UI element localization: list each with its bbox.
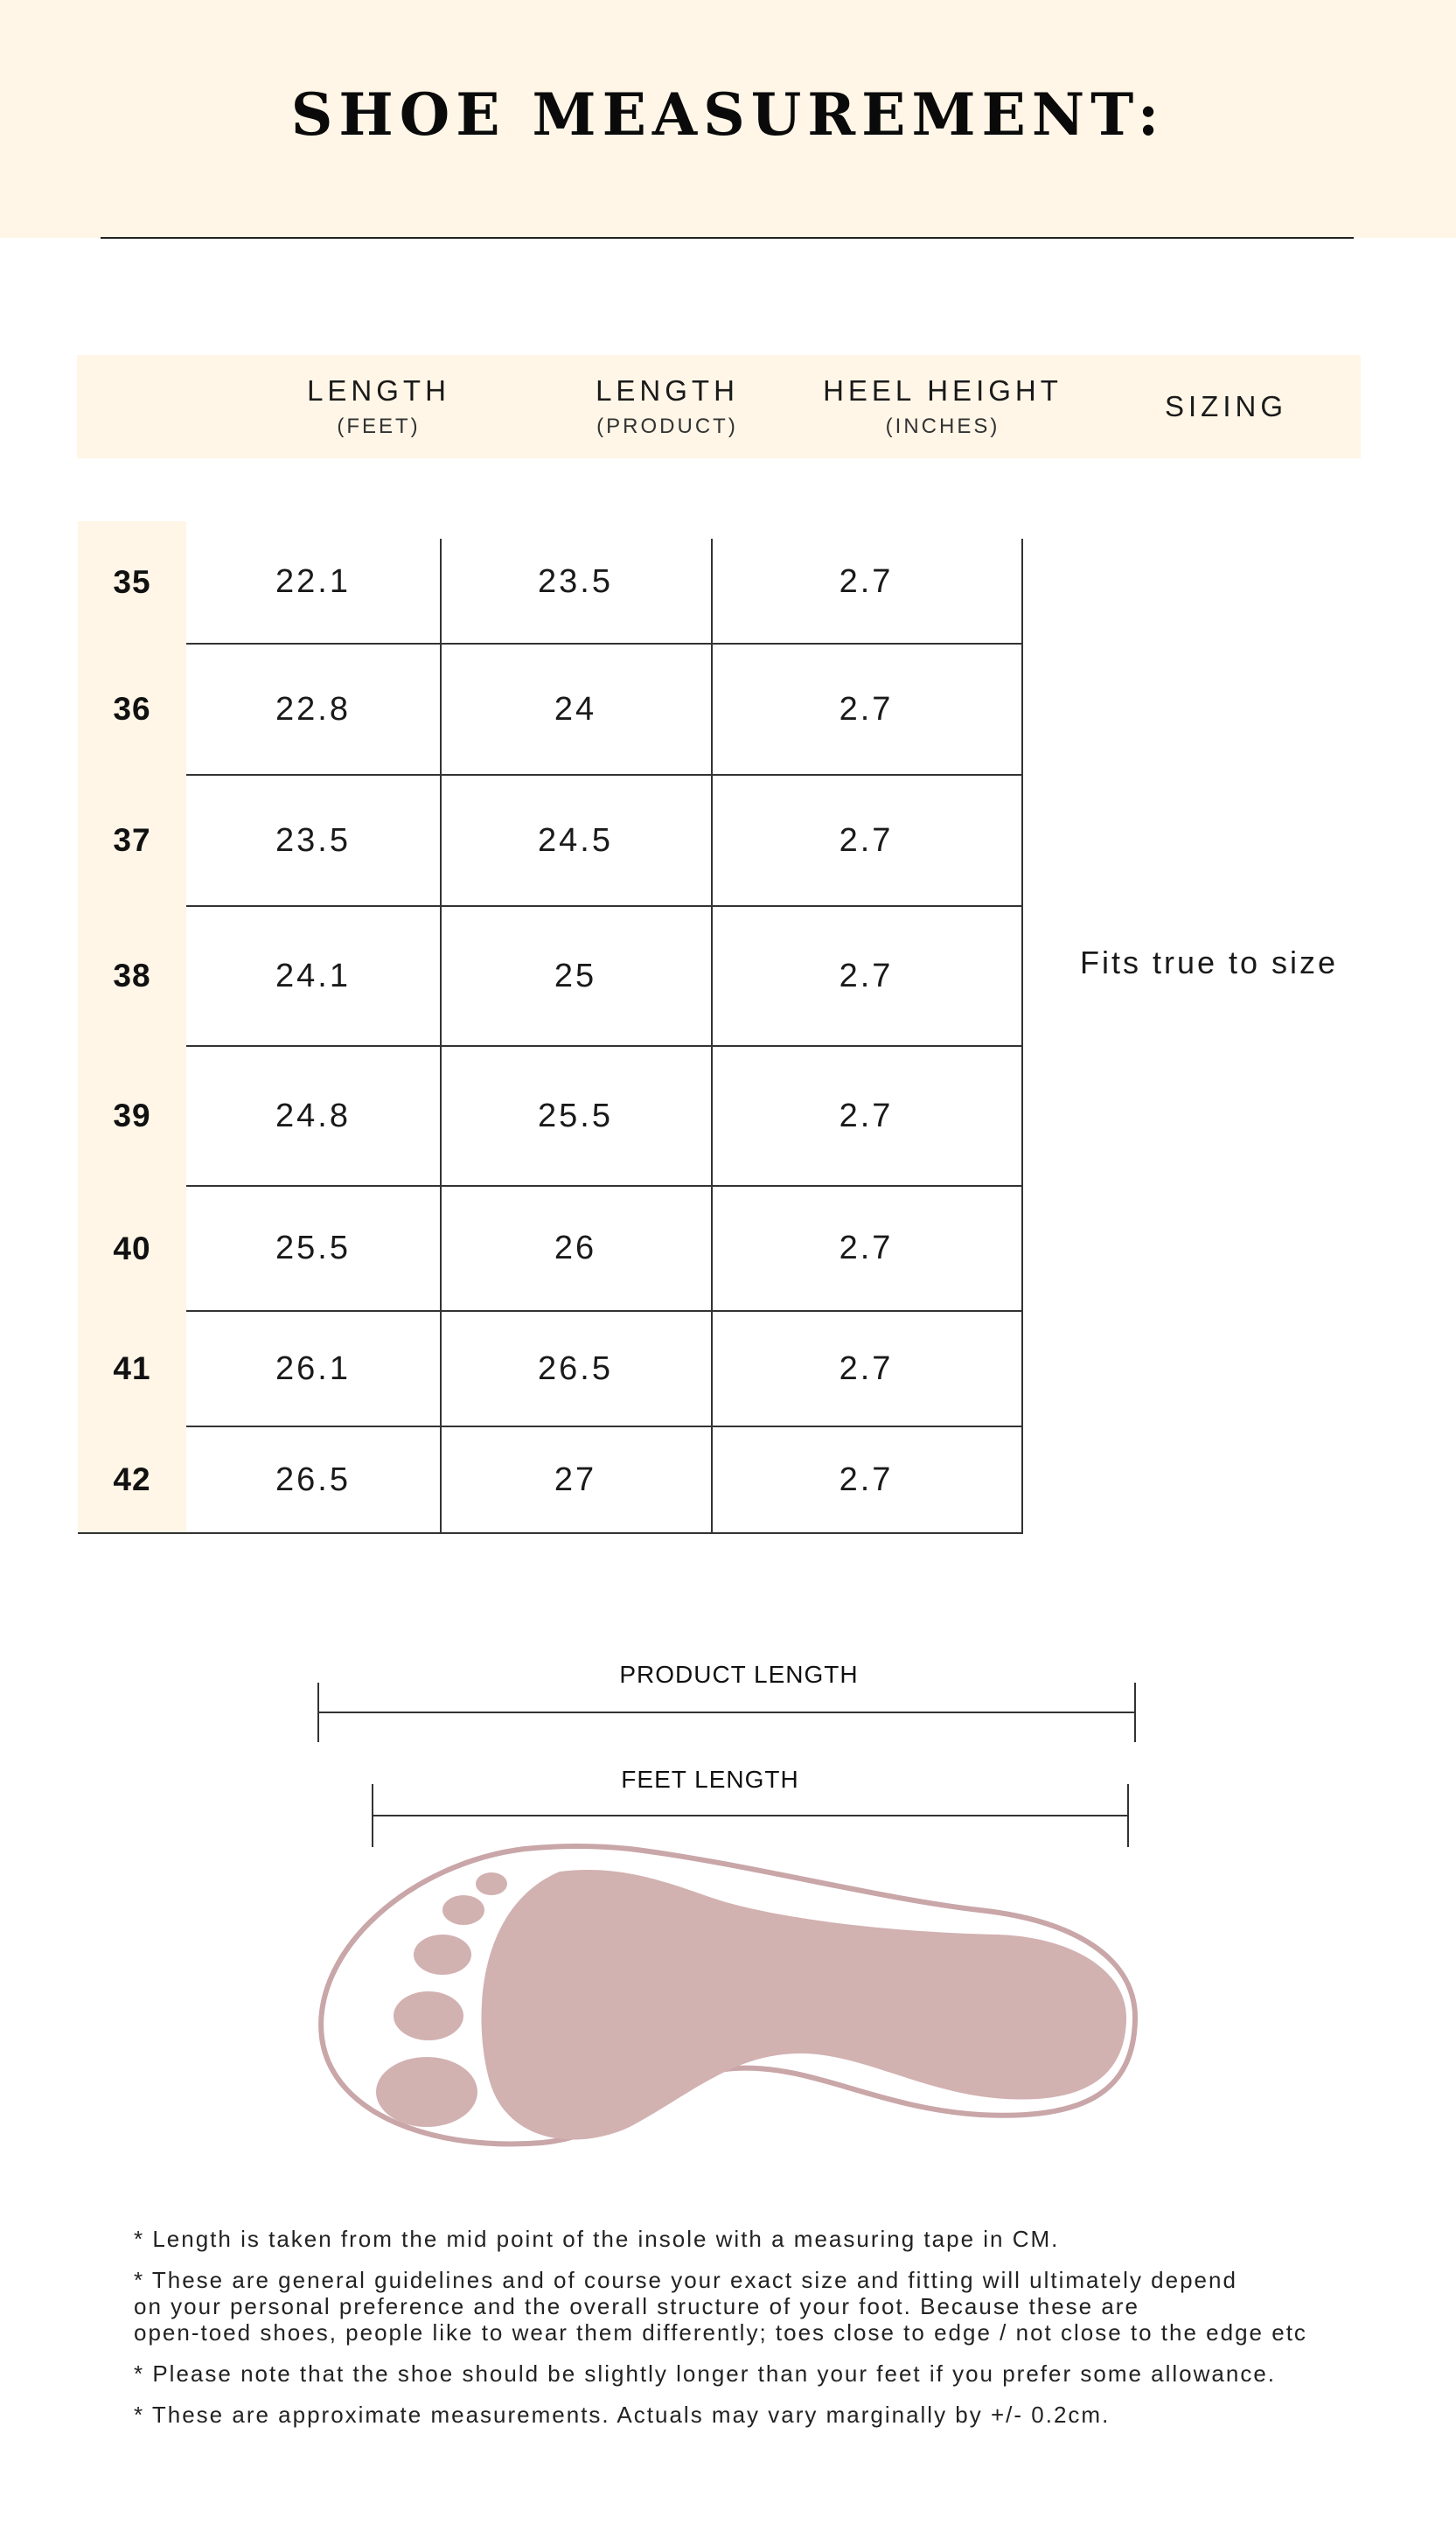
note-item: * These are general guidelines and of course your exact size and fitting will ultimately depend on your personal preference and the overall structure of your foot. Because these are open-toed shoes, people like to wear them differently; toes close to edge / not close to the edge etc (134, 2267, 1307, 2346)
table-row (78, 1187, 1022, 1310)
header-sizing (1091, 355, 1361, 458)
table-header (77, 355, 1361, 458)
header-length-product (523, 355, 812, 458)
header-heel-height (790, 355, 1096, 458)
size-cell: 35 (113, 563, 151, 600)
feet-length-cell: 23.5 (275, 821, 351, 859)
sizing-note: Fits true to size (1080, 945, 1339, 980)
fourth-toe-shape (442, 1895, 484, 1925)
feet-length-label: FEET LENGTH (621, 1766, 799, 1793)
feet-length-cell: 22.1 (275, 563, 351, 600)
product-length-cell: 26.5 (538, 1349, 613, 1387)
heel-height-cell: 2.7 (839, 821, 894, 859)
size-cell: 36 (113, 691, 151, 727)
measurement-notes (134, 2226, 1376, 2443)
size-cell: 42 (113, 1461, 151, 1497)
product-length-cell: 23.5 (538, 563, 613, 600)
header-sizing-label: SIZING (1164, 390, 1287, 422)
product-length-cell: 24.5 (538, 821, 613, 859)
header-length-feet-unit: (FEET) (337, 415, 421, 438)
heel-height-cell: 2.7 (839, 1349, 894, 1387)
note-item: * Please note that the shoe should be slightly longer than your feet if you prefer some allowance. (134, 2360, 1277, 2387)
product-length-cell: 26 (554, 1230, 597, 1266)
product-length-label: PRODUCT LENGTH (619, 1661, 859, 1688)
feet-length-cell: 25.5 (275, 1230, 351, 1266)
heel-height-cell: 2.7 (839, 690, 894, 728)
header-heel-height-label: HEEL HEIGHT (823, 374, 1062, 407)
table-row (78, 907, 1022, 1045)
heel-height-cell: 2.7 (839, 1230, 894, 1266)
feet-length-cell: 26.1 (275, 1349, 351, 1387)
feet-length-cell: 26.5 (275, 1461, 351, 1498)
size-cell: 37 (113, 822, 151, 858)
header-length-feet (234, 355, 523, 458)
big-toe-shape (376, 2057, 477, 2127)
header-length-feet-label: LENGTH (307, 374, 450, 407)
size-cell: 38 (113, 958, 151, 994)
table-row (78, 521, 1022, 643)
feet-length-cell: 24.8 (275, 1097, 351, 1134)
product-length-cell: 25.5 (538, 1097, 613, 1134)
product-length-cell: 27 (554, 1461, 597, 1498)
table-row (78, 645, 1022, 774)
heel-height-cell: 2.7 (839, 957, 894, 994)
foot-sole-shape (481, 1870, 1126, 2140)
heel-height-cell: 2.7 (839, 1461, 894, 1498)
heel-height-cell: 2.7 (839, 563, 894, 600)
table-row (78, 1047, 1022, 1185)
table-row (78, 776, 1022, 905)
little-toe-shape (476, 1872, 507, 1895)
table-row (78, 1312, 1022, 1426)
product-length-cell: 25 (554, 957, 597, 994)
grid-bottom-line (78, 1532, 1023, 1534)
product-length-cell: 24 (554, 690, 597, 728)
note-item: * Length is taken from the mid point of the insole with a measuring tape in CM. (134, 2226, 1060, 2252)
header-length-product-unit: (PRODUCT) (596, 415, 738, 438)
foot-measurement-diagram (0, 1635, 1456, 2178)
feet-length-cell: 22.8 (275, 690, 351, 728)
third-toe-shape (414, 1935, 471, 1975)
size-cell: 41 (113, 1350, 151, 1386)
title-divider (101, 237, 1354, 239)
size-cell: 39 (113, 1098, 151, 1133)
second-toe-shape (394, 1991, 463, 2040)
page-title: SHOE MEASUREMENT: (290, 80, 1166, 149)
heel-height-cell: 2.7 (839, 1097, 894, 1134)
table-row (78, 1427, 1022, 1532)
header-heel-height-unit: (INCHES) (885, 415, 1000, 438)
note-item: * These are approximate measurements. Actuals may vary marginally by +/- 0.2cm. (134, 2402, 1111, 2428)
size-cell: 40 (113, 1230, 151, 1266)
header-length-product-label: LENGTH (596, 374, 739, 407)
feet-length-cell: 24.1 (275, 957, 351, 994)
